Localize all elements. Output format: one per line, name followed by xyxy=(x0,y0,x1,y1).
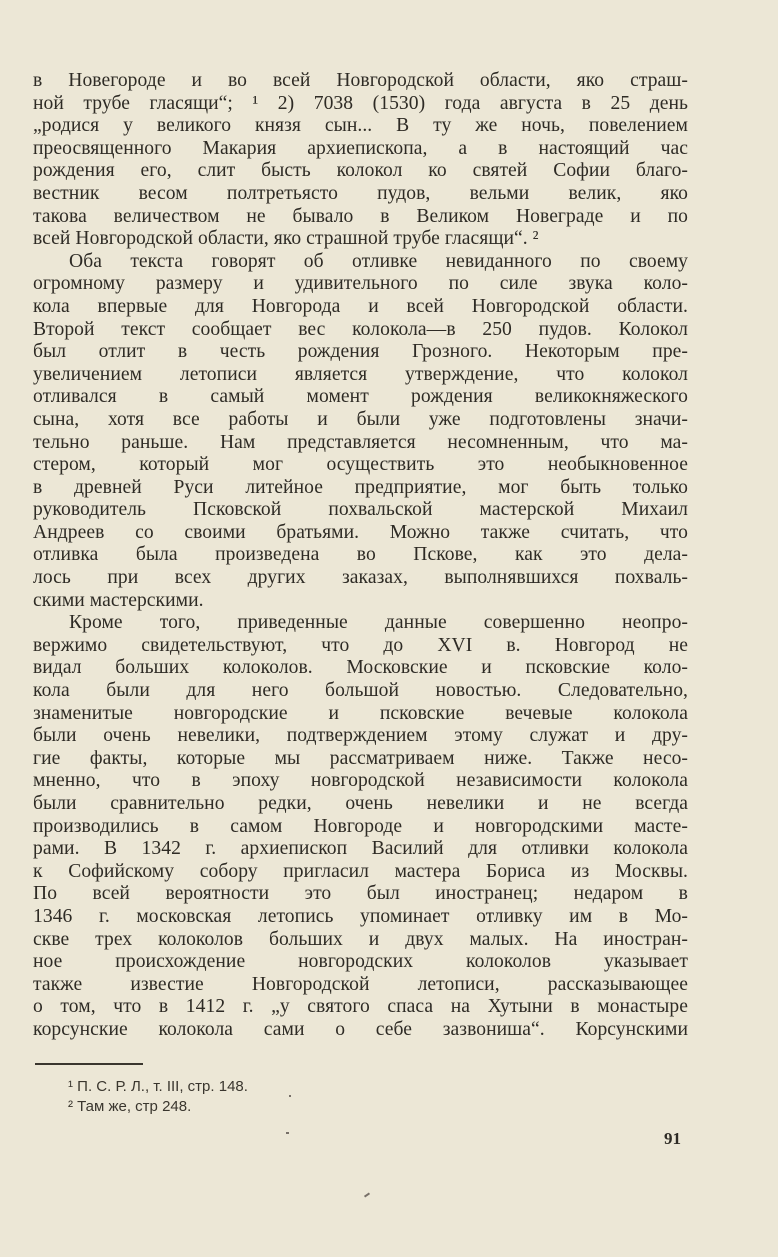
page-number: 91 xyxy=(664,1129,681,1148)
text-line: кола впервые для Новгорода и всей Новгородской области. xyxy=(33,295,688,317)
paragraph-start: Кроме того, приведенные данные совершенно неопро- xyxy=(69,612,688,634)
text-line: преосвященного Макария архиепископа, а в настоящий час xyxy=(33,137,688,159)
footnote-2: ² Там же, стр 248. xyxy=(68,1098,192,1115)
text-line: Андреев со своими братьями. Можно также считать, что xyxy=(33,521,688,543)
text-line: скими мастерскими. xyxy=(33,589,204,611)
text-line: стером, который мог осуществить это необыкновенное xyxy=(33,454,688,476)
text-line: огромному размеру и удивительного по силе звука коло- xyxy=(33,273,688,295)
text-line: отливка была произведена во Пскове, как это дела- xyxy=(33,544,688,566)
text-line: 1346 г. московская летопись упоминает отливку им в Мо- xyxy=(33,905,688,927)
paragraph-start: Оба текста говорят об отливке невиданного по своему xyxy=(69,250,688,272)
text-line: руководитель Псковской похвальской мастерской Михаил xyxy=(33,499,688,521)
text-line: увеличением летописи является утверждение, что колокол xyxy=(33,363,688,385)
text-line: видал больших колоколов. Московские и псковские коло- xyxy=(33,657,688,679)
footnotes xyxy=(68,1077,248,1117)
text-line: вестник весом полтретьясто пудов, вельми велик, яко xyxy=(33,182,688,204)
text-line: скве трех колоколов больших и двух малых. На иностран- xyxy=(33,928,688,950)
text-line: кола были для него большой новостью. Следовательно, xyxy=(33,680,688,702)
text-line: тельно раньше. Нам представляется несомненным, что ма- xyxy=(33,431,688,453)
text-line: „родися у великого князя сын... В ту же ночь, повелением xyxy=(33,115,688,137)
print-speck xyxy=(364,1192,370,1197)
text-line: мненно, что в эпоху новгородской независимости колокола xyxy=(33,770,688,792)
text-line: корсунские колокола сами о себе зазвониша“. Корсунскими xyxy=(33,1018,688,1040)
text-line: По всей вероятности это был иностранец; недаром в xyxy=(33,883,688,905)
text-line: рами. В 1342 г. архиепископ Василий для отливки колокола xyxy=(33,838,688,860)
text-line: также известие Новгородской летописи, рассказывающее xyxy=(33,973,688,995)
text-line: такова величеством не бывало в Великом Новеграде и по xyxy=(33,205,688,227)
text-line: в Новегороде и во всей Новгородской области, яко страш- xyxy=(33,70,688,91)
text-line: ной трубе гласящи“; ¹ 2) 7038 (1530) года августа в 25 день xyxy=(33,92,688,114)
footnote-1: ¹ П. С. Р. Л., т. III, стр. 148. xyxy=(68,1078,248,1095)
footnote-divider xyxy=(35,1063,143,1065)
text-line: сына, хотя все работы и были уже подготовлены значи- xyxy=(33,408,688,430)
text-line: был отлит в честь рождения Грозного. Некоторым пре- xyxy=(33,341,688,363)
text-line: производились в самом Новгороде и новгородскими масте- xyxy=(33,815,688,837)
text-line: всей Новгородской области, яко страшной трубе гласящи“. ² xyxy=(33,228,539,250)
text-line: знаменитые новгородские и псковские вечевые колокола xyxy=(33,702,688,724)
text-line: были очень невелики, подтверждением этому служат и дру- xyxy=(33,725,688,747)
text-line: вержимо свидетельствуют, что до XVI в. Новгород не xyxy=(33,634,688,656)
text-line: гие факты, которые мы рассматриваем ниже. Также несо- xyxy=(33,747,688,769)
text-line: лось при всех других заказах, выполнявшихся похваль- xyxy=(33,567,688,589)
body-text xyxy=(33,70,688,1042)
text-line: были сравнительно редки, очень невелики и не всегда xyxy=(33,793,688,814)
text-line: о том, что в 1412 г. „у святого спаса на Хутыни в монастыре xyxy=(33,996,688,1018)
text-line: отливался в самый момент рождения великокняжеского xyxy=(33,386,688,408)
text-line: ное происхождение новгородских колоколов указывает xyxy=(33,951,688,973)
text-line: Второй текст сообщает вес колокола—в 250 пудов. Колокол xyxy=(33,318,688,340)
print-speck xyxy=(286,1132,289,1134)
print-speck xyxy=(289,1095,291,1097)
text-line: к Софийскому собору пригласил мастера Бориса из Москвы. xyxy=(33,860,688,882)
text-line: в древней Руси литейное предприятие, мог быть только xyxy=(33,476,688,498)
text-line: рождения его, слит бысть колокол ко святей Софии благо- xyxy=(33,160,688,182)
